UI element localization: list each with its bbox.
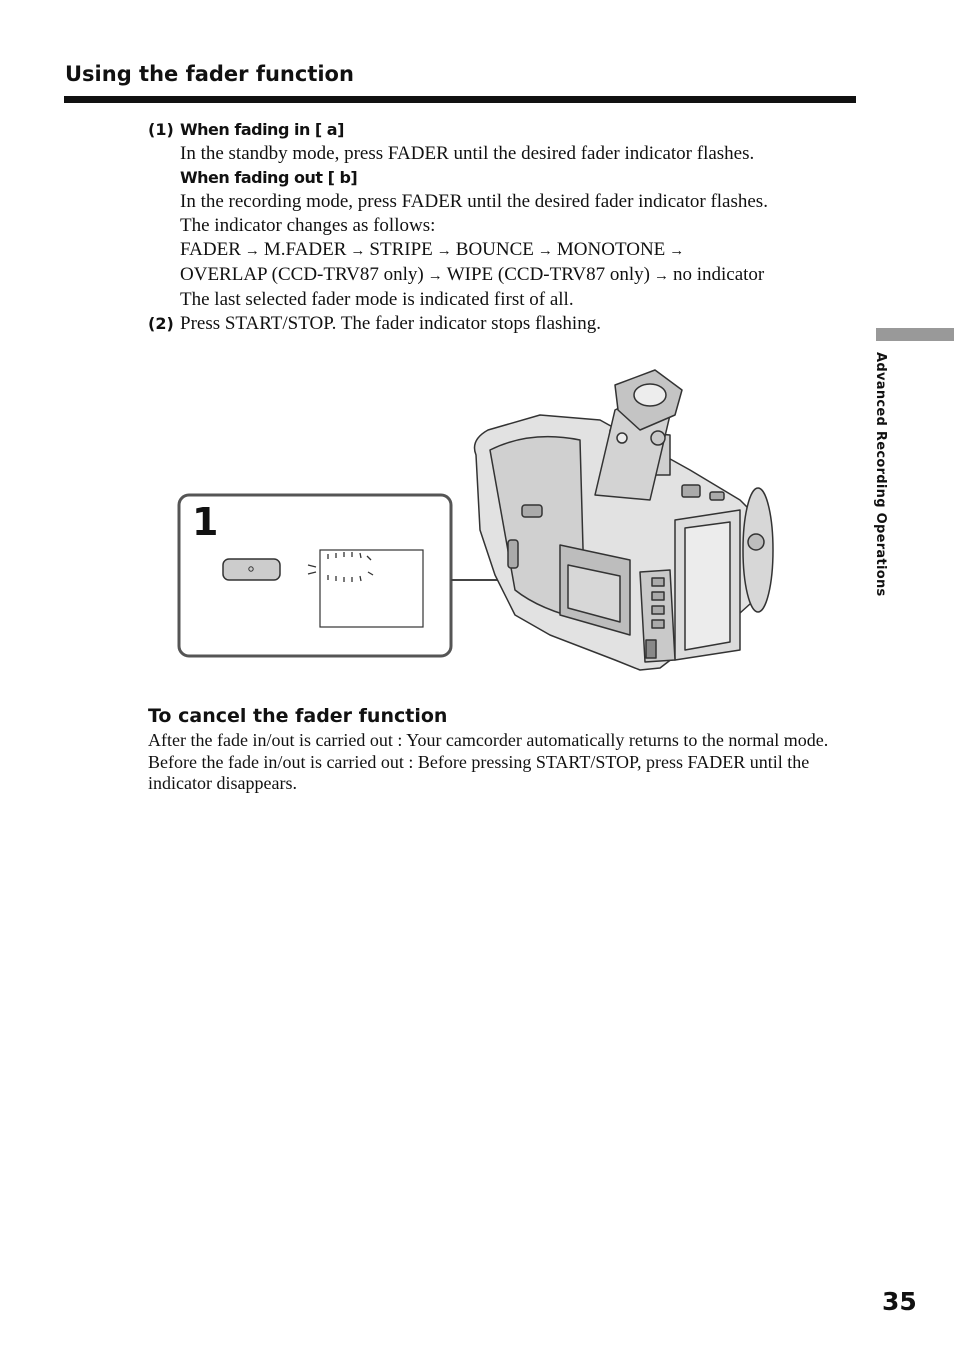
fade-in-text: In the standby mode, press FADER until the desired fader indicator flashes. bbox=[180, 143, 755, 164]
step-number: (2) bbox=[148, 314, 174, 333]
sequence-line-2 bbox=[180, 263, 858, 288]
mode-no-indicator: no indicator bbox=[672, 264, 765, 285]
camcorder-icon bbox=[475, 370, 774, 670]
mode-fader: FADER bbox=[180, 239, 241, 260]
step-2-text: Press START/STOP. The fader indicator stops flashing. bbox=[180, 313, 601, 334]
fader-button-icon bbox=[223, 559, 280, 580]
step-number: (1) bbox=[148, 120, 174, 139]
sequence-line-1 bbox=[180, 238, 858, 263]
title-rule bbox=[64, 96, 856, 103]
last-selected-text: The last selected fader mode is indicated first of all. bbox=[180, 289, 574, 310]
mode-overlap: OVERLAP (CCD-TRV87 only) bbox=[180, 264, 424, 285]
camcorder-illustration bbox=[170, 360, 790, 680]
mode-bounce: BOUNCE bbox=[455, 239, 534, 260]
section-title: Using the fader function bbox=[65, 62, 354, 86]
viewfinder-screen-icon bbox=[320, 550, 423, 627]
cancel-title: To cancel the fader function bbox=[148, 705, 448, 727]
page-number: 35 bbox=[882, 1287, 917, 1316]
fade-out-text: In the recording mode, press FADER until the desired fader indicator flashes. bbox=[180, 191, 768, 212]
step-1 bbox=[148, 118, 858, 312]
mode-m-fader: M.FADER bbox=[263, 239, 347, 260]
arrow-icon: → bbox=[669, 243, 685, 259]
arrow-icon: → bbox=[244, 243, 260, 259]
side-tab-label: Advanced Recording Operations bbox=[873, 352, 888, 597]
mode-wipe: WIPE (CCD-TRV87 only) bbox=[446, 264, 650, 285]
steps-list bbox=[148, 118, 858, 336]
cancel-before-text: Before the fade in/out is carried out : Before pressing START/STOP, press FADER until the indicator disappears. bbox=[148, 751, 810, 793]
arrow-icon: → bbox=[436, 243, 452, 259]
changes-text: The indicator changes as follows: bbox=[180, 215, 436, 236]
cancel-body bbox=[148, 730, 860, 795]
cancel-after-text: After the fade in/out is carried out : Your camcorder automatically returns to the normal mode. bbox=[148, 730, 829, 750]
arrow-icon: → bbox=[350, 243, 366, 259]
fade-out-heading: When fading out [ b] bbox=[180, 168, 358, 187]
side-tab bbox=[876, 328, 954, 341]
step-label: 1 bbox=[192, 500, 219, 544]
arrow-icon: → bbox=[653, 268, 669, 284]
mode-monotone: MONOTONE bbox=[556, 239, 666, 260]
mode-stripe: STRIPE bbox=[369, 239, 433, 260]
arrow-icon: → bbox=[537, 243, 553, 259]
step-2 bbox=[148, 312, 858, 336]
arrow-icon: → bbox=[427, 268, 443, 284]
fade-in-heading: When fading in [ a] bbox=[180, 120, 344, 139]
